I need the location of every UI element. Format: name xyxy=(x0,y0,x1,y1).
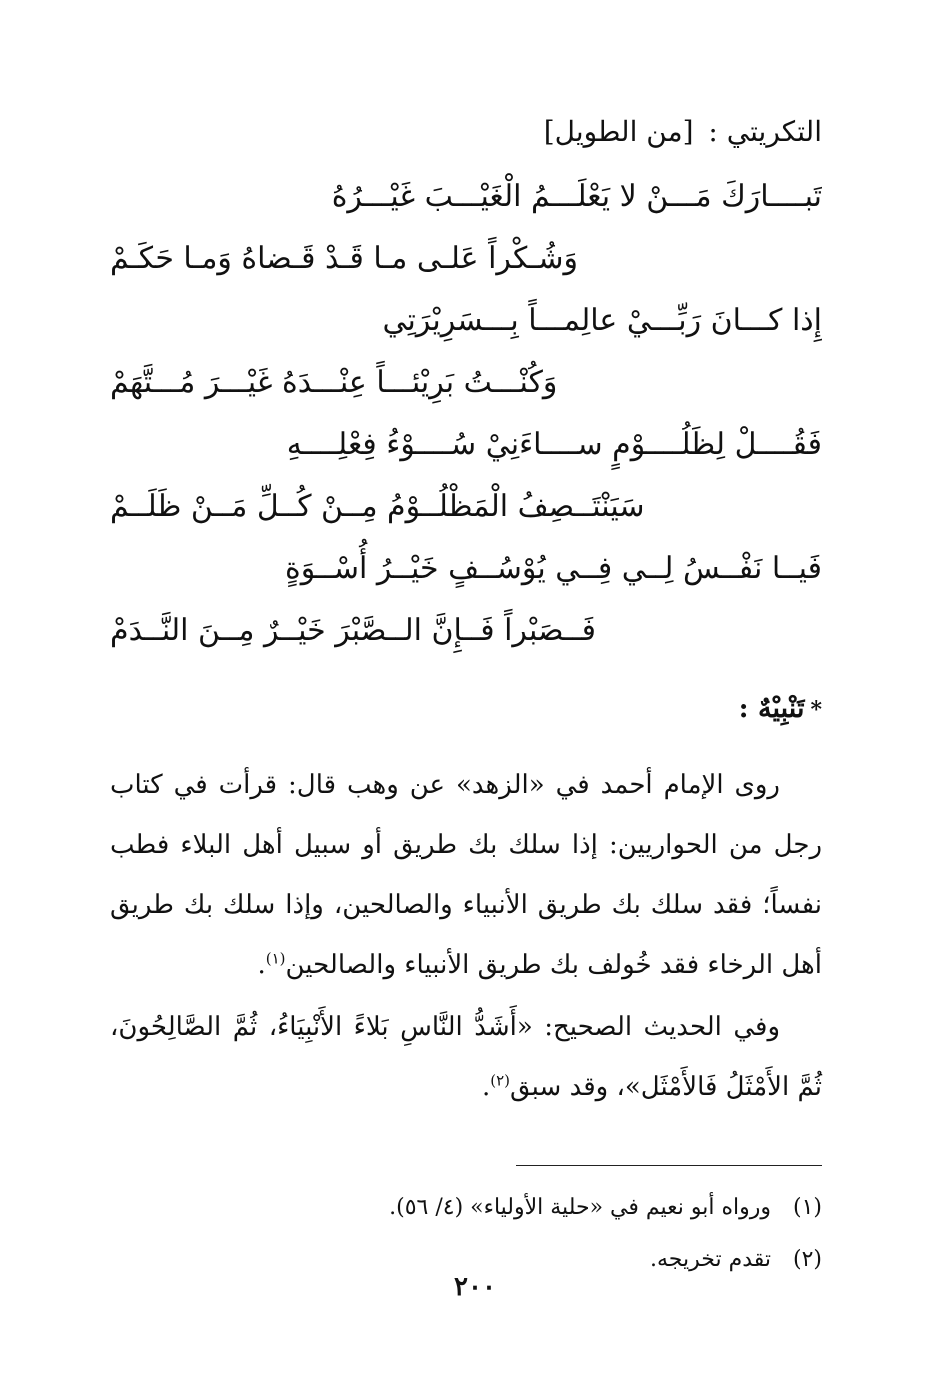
footnote-1-number: (١) xyxy=(792,1195,822,1220)
star-icon: * xyxy=(810,697,822,723)
book-page xyxy=(110,108,822,1308)
verse-2-second-hemistich: وَكُنْـــتُ بَرِيْئـــاً عِنْـــدَهُ غَيْـــرَ مُـــتَّهَمْ xyxy=(110,365,558,400)
paragraph-1-end: . xyxy=(257,950,266,980)
paragraph-2-end: . xyxy=(481,1072,491,1102)
verse-4-first-hemistich: فَيــا نَفْــسُ لِــي فِــي يُوْسُــفٍ خَيْــرُ أُسْــوَةٍ xyxy=(285,551,822,586)
verse-4-second-hemistich: فَــصَبْراً فَــإِنَّ الــصَّبْرَ خَيْــرٌ مِــنَ النَّــدَمْ xyxy=(110,613,596,648)
page-number: ٢٠٠ xyxy=(454,1272,496,1302)
verse-3-second-hemistich: سَيَنْتَــصِفُ الْمَظْلُــوْمُ مِــنْ كُــلِّ مَــنْ ظَلَــمْ xyxy=(110,489,645,524)
footnote-separator xyxy=(516,1165,822,1166)
poem xyxy=(110,166,822,662)
paragraph-hadith xyxy=(110,997,822,1117)
paragraph-2-text: وفي الحديث الصحيح: «أَشَدُّ النَّاسِ بَلاءً الأَنْبِيَاءُ، ثُمَّ الصَّالِحُونَ، ثُمَّ الأَمْثَلُ فَالأَمْثَل»، وقد سبق xyxy=(110,1012,822,1102)
footnote-1 xyxy=(110,1182,822,1234)
verse-1-second-hemistich: وَشُـكْراً عَلـى مـا قَـدْ قَـضاهُ وَمـا حَكَـمْ xyxy=(110,241,578,276)
footnote-ref-1[interactable]: (١) xyxy=(265,949,286,968)
poem-intro xyxy=(110,108,822,156)
note-heading-text: تَنْبِيْهٌ : xyxy=(738,693,805,724)
footnote-1-text: ورواه أبو نعيم في «حلية الأولياء» (٤/ ٥٦). xyxy=(389,1195,771,1220)
poem-meter: [من الطويل] xyxy=(543,115,694,148)
verse-2-first-hemistich: إِذا كـــانَ رَبِّـــيْ عالِمـــاً بِـــسَرِيْرَتِي xyxy=(382,303,822,338)
footnote-2-number: (٢) xyxy=(792,1247,822,1272)
footnotes xyxy=(110,1182,822,1286)
footnote-2-text: تقدم تخريجه. xyxy=(650,1247,771,1272)
poet-name: التكريتي : xyxy=(708,115,822,148)
verse-1-first-hemistich: تَبــــارَكَ مَـــنْ لا يَعْلَـــمُ الْغَيْـــبَ غَيْـــرُهُ xyxy=(331,179,822,214)
verse-3-first-hemistich: فَقُــــلْ لِظَلُــــوْمٍ ســــاءَنِيْ سُــــوْءُ فِعْلِــــهِ xyxy=(286,427,822,462)
paragraph-zuhd-narration xyxy=(110,755,822,995)
paragraph-1-text: روى الإمام أحمد في «الزهد» عن وهب قال: قرأت في كتاب رجل من الحواريين: إذا سلك بك طريق أو سبيل أهل البلاء فطب نفساً؛ فقد سلك بك طريق الأنبياء والصالحين، وإذا سلك بك طريق أهل الرخاء فقد خُولف بك طريق الأنبياء والصالحين xyxy=(110,770,822,980)
note-heading xyxy=(110,684,822,735)
footnote-ref-2[interactable]: (٢) xyxy=(490,1071,510,1090)
